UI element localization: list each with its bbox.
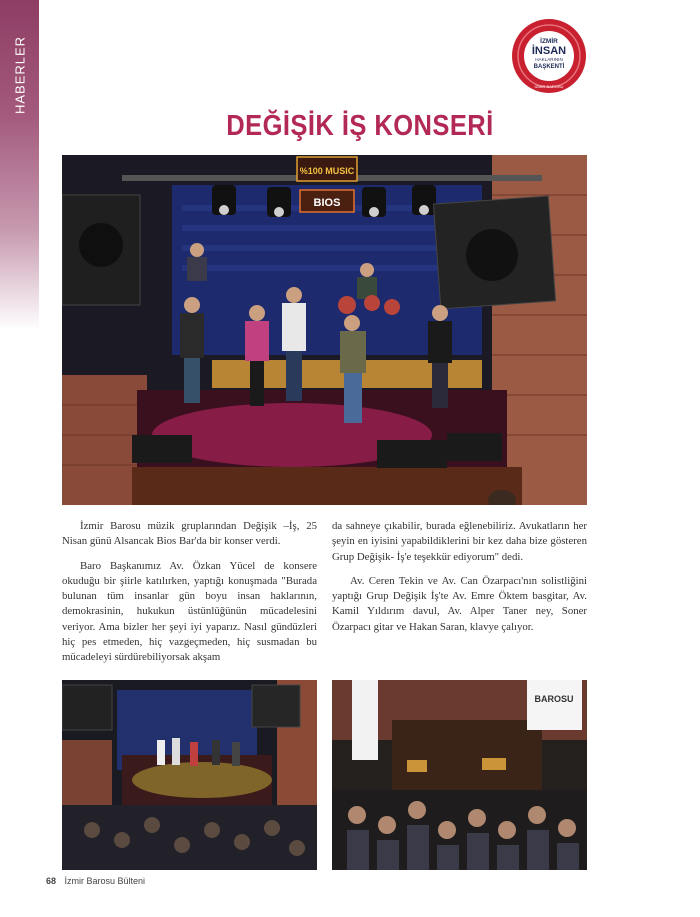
paragraph: Av. Ceren Tekin ve Av. Can Özarpacı'nın solistliğini yaptığı Grup Değişik İş'te Av. Emre Öktem basgitar, Av. Kamil Yıldırım davul, Av. Alper Taner ney, Soner Özarpacı gitar ve Hakan Saran, klavye çalıyor. bbox=[332, 574, 587, 633]
page-number: 68 bbox=[46, 876, 57, 886]
concert-stage-photo bbox=[62, 155, 587, 505]
svg-text:İNSAN: İNSAN bbox=[531, 45, 567, 57]
svg-text:BIOS: BIOS bbox=[313, 197, 341, 209]
svg-text:%100 MUSIC: %100 MUSIC bbox=[299, 166, 355, 176]
article-title: DEĞİŞİK İŞ KONSERİ bbox=[226, 110, 494, 142]
svg-text:İZMİR: İZMİR bbox=[540, 38, 558, 45]
izmir-seal-logo bbox=[511, 18, 587, 94]
svg-text:BAŞKENTİ: BAŞKENTİ bbox=[533, 64, 565, 70]
svg-text:HAKLARININ: HAKLARININ bbox=[535, 57, 563, 62]
svg-text:BAROSU: BAROSU bbox=[534, 694, 574, 704]
paragraph: da sahneye çıkabilir, burada eğlenebiliriz. Avukatların her şeyin en iyisini yapabildiklerini bir kez daha bize gösteren Grup Değişik- İş'e teşekkür ediyorum" dedi. bbox=[332, 520, 587, 563]
audience-photo bbox=[332, 680, 587, 870]
section-tab-label: HABERLER bbox=[12, 35, 27, 115]
svg-text:İZMİR BAROSU: İZMİR BAROSU bbox=[534, 84, 564, 89]
concert-overview-photo bbox=[62, 680, 317, 870]
article-column-left bbox=[62, 519, 317, 675]
paragraph: Baro Başkanımız Av. Özkan Yücel de konsere okuduğu bir şiirle katılırken, yaptığı konuşmada "Burada bulunan tüm insanlar gün boyu insan haklarının, demokrasinin, hukukun üstünlüğünün mücadelesini veriyor. Ama bizler her şeyi iyi yaparız. Nasıl gündüzleri hiç pes etmeden, hiç vazgeçmeden, hiç susmadan bu mücadeleyi sürdürebiliyorsak akşam bbox=[62, 559, 317, 664]
article-column-right bbox=[332, 519, 587, 644]
section-tab bbox=[0, 0, 39, 330]
paragraph: İzmir Barosu müzik gruplarından Değişik –İş, 25 Nisan günü Alsancak Bios Bar'da bir konser verdi. bbox=[62, 520, 317, 548]
page-footer bbox=[46, 876, 145, 886]
publication-name: İzmir Barosu Bülteni bbox=[64, 876, 146, 886]
